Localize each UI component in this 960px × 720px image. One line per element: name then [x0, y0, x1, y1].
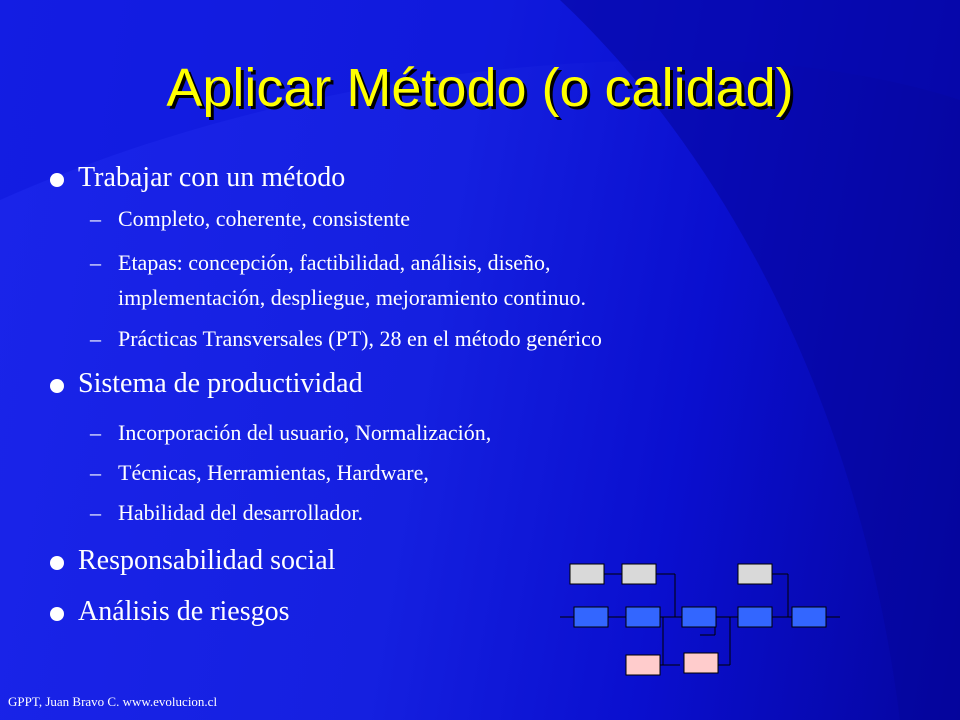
process-diagram: [560, 555, 850, 685]
bullet-dot-icon: [50, 607, 64, 621]
slide-title: Aplicar Método (o calidad): [166, 58, 794, 118]
diagram-bottom-box: [684, 653, 718, 673]
dash-marker: –: [90, 500, 101, 525]
sub-item-text: Incorporación del usuario, Normalización,: [118, 420, 492, 445]
sub-item-text: Etapas: concepción, factibilidad, análisis, diseño,: [118, 250, 551, 275]
dash-marker: –: [90, 420, 101, 445]
diagram-main-box: [626, 607, 660, 627]
diagram-top-box: [570, 564, 604, 584]
sub-item-text: Habilidad del desarrollador.: [118, 500, 363, 525]
dash-marker: –: [90, 250, 101, 275]
diagram-top-box: [622, 564, 656, 584]
sub-item-text: Prácticas Transversales (PT), 28 en el método genérico: [118, 326, 602, 351]
bullet-dot-icon: [50, 173, 64, 187]
sub-item-text: Técnicas, Herramientas, Hardware,: [118, 460, 429, 485]
sub-item-text: implementación, despliegue, mejoramiento continuo.: [118, 285, 586, 310]
bullet-text: Análisis de riesgos: [78, 596, 290, 627]
bullet-text: Responsabilidad social: [78, 545, 336, 576]
dash-marker: –: [90, 326, 101, 351]
bullet-dot-icon: [50, 556, 64, 570]
dash-marker: –: [90, 460, 101, 485]
bullet-text: Trabajar con un método: [78, 162, 346, 193]
bullet-text: Sistema de productividad: [78, 368, 363, 399]
diagram-main-box: [792, 607, 826, 627]
dash-marker: –: [90, 206, 101, 231]
sub-item-text: Completo, coherente, consistente: [118, 206, 411, 231]
diagram-top-box: [738, 564, 772, 584]
diagram-main-box: [574, 607, 608, 627]
diagram-main-box: [738, 607, 772, 627]
footer-credit: GPPT, Juan Bravo C. www.evolucion.cl: [8, 694, 218, 709]
bullet-dot-icon: [50, 379, 64, 393]
diagram-bottom-box: [626, 655, 660, 675]
diagram-main-box: [682, 607, 716, 627]
